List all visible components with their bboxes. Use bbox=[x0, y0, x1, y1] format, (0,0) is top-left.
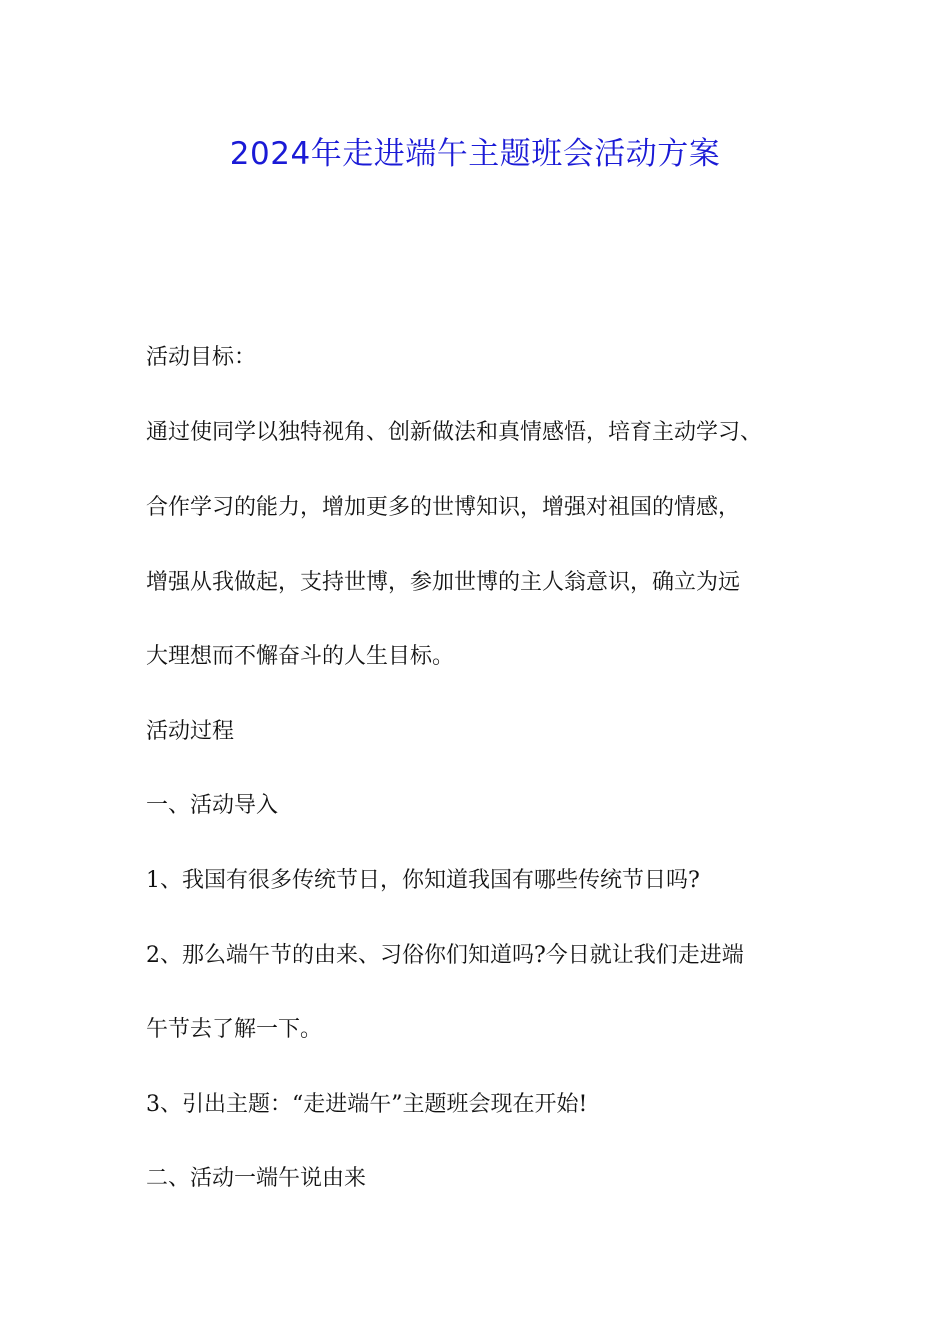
section-heading-goal: 活动目标： bbox=[146, 345, 257, 370]
section-heading-activity-one: 二、活动一端午说由来 bbox=[146, 1166, 367, 1191]
section-heading-process: 活动过程 bbox=[146, 719, 235, 744]
paragraph-line: 合作学习的能力，增加更多的世博知识，增强对祖国的情感， bbox=[146, 495, 741, 520]
paragraph-line: 通过使同学以独特视角、创新做法和真情感悟，培育主动学习、 bbox=[146, 420, 763, 445]
list-item-continuation: 午节去了解一下。 bbox=[146, 1017, 323, 1042]
page-title: 2024年走进端午主题班会活动方案 bbox=[229, 136, 721, 172]
paragraph-line: 大理想而不懈奋斗的人生目标。 bbox=[146, 644, 455, 669]
list-item: 2、那么端午节的由来、习俗你们知道吗?今日就让我们走进端 bbox=[146, 943, 744, 968]
list-item: 1、我国有很多传统节日，你知道我国有哪些传统节日吗? bbox=[146, 868, 700, 893]
section-heading-intro: 一、活动导入 bbox=[146, 793, 279, 818]
paragraph-line: 增强从我做起，支持世博，参加世博的主人翁意识，确立为远 bbox=[146, 570, 741, 595]
list-item: 3、引出主题：“走进端午”主题班会现在开始! bbox=[146, 1092, 588, 1117]
